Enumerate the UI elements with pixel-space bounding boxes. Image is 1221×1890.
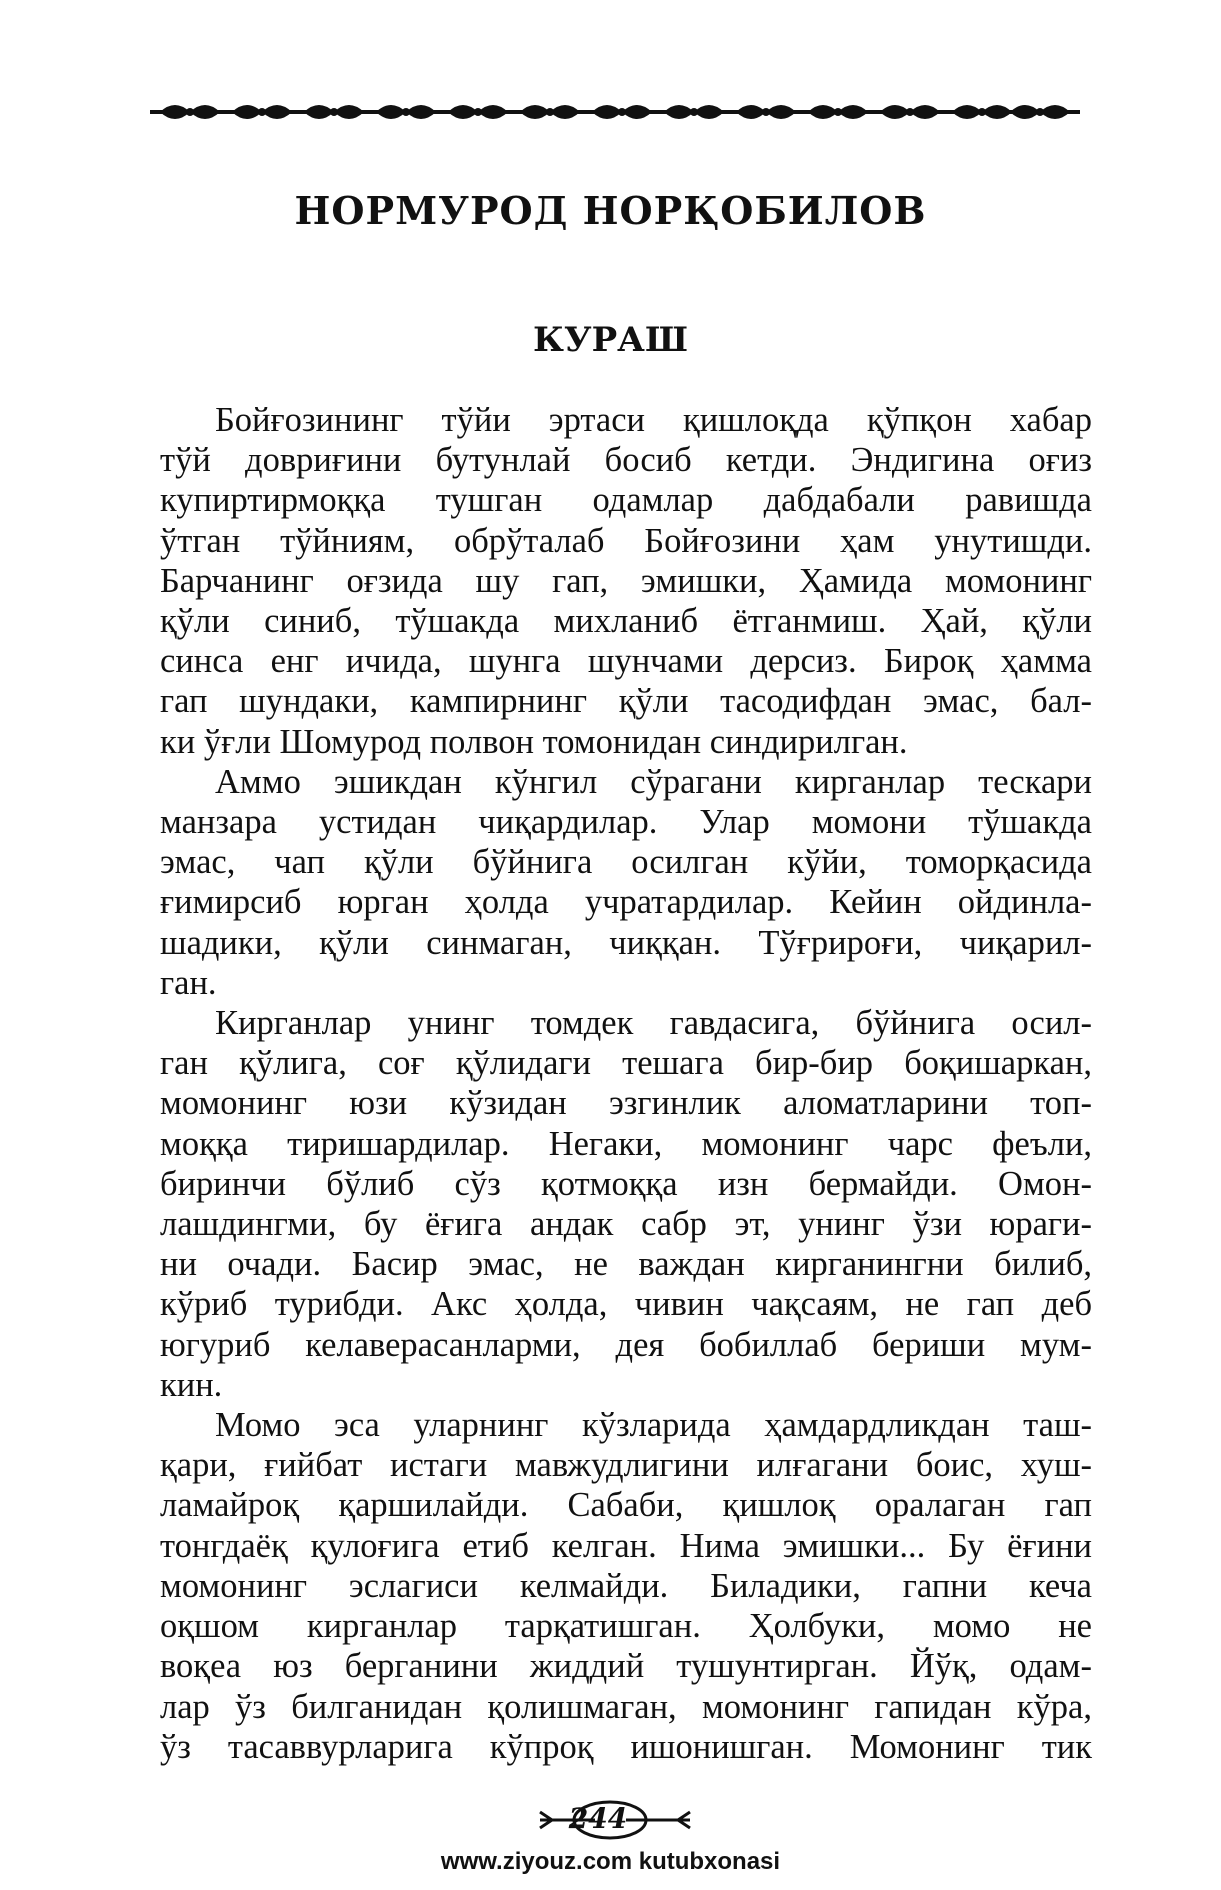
text-line: моққа тиришардилар. Негаки, момонинг чарс феъли, (160, 1124, 1092, 1163)
author-heading: НОРМУРОД НОРҚОБИЛОВ (294, 188, 927, 233)
text-line: югуриб келаверасанларми, дея бобиллаб бериши мум- (160, 1325, 1092, 1364)
text-line: лашдингми, бу ёғига андак сабр эт, унинг ўзи юраги- (160, 1205, 1092, 1244)
text-line: манзара устидан чиқардилар. Улар момони тўшакда (160, 803, 1092, 842)
text-line: қўли синиб, тўшакда михланиб ётганмиш. Ҳай, қўли (160, 602, 1092, 641)
text-line: кўриб турибди. Акс ҳолда, чивин чақсаям, не гап деб (160, 1285, 1092, 1324)
text-line: шадики, қўли синмаган, чиққан. Тўғрироғи, чиқарил- (160, 923, 1092, 962)
story-title: КУРАШ (533, 320, 688, 360)
story-body (160, 400, 1092, 1767)
text-line: ўтган тўйниям, обрўталаб Бойғозини ҳам унутишди. (160, 521, 1092, 560)
text-line: воқеа юз берганини жиддий тушунтирган. Йўқ, одам- (160, 1647, 1092, 1686)
text-line: тўй довриғини бутунлай босиб кетди. Эндигина оғиз (160, 441, 1092, 480)
text-line: синса енг ичида, шунга шунчами дерсиз. Бироқ ҳамма (160, 642, 1092, 681)
text-line: лар ўз билганидан қолишмаган, момонинг гапидан кўра, (160, 1687, 1092, 1726)
decorative-ornament-border (150, 92, 1080, 132)
text-line: гап шундаки, кампирнинг қўли тасодифдан эмас, бал- (160, 682, 1092, 721)
text-line: ламайроқ қаршилайди. Сабаби, қишлоқ оралаган гап (160, 1486, 1092, 1525)
text-line: Бойғозининг тўйи эртаси қишлоқда қўпқон хабар (215, 401, 1092, 439)
text-line: момонинг юзи кўзидан эзгинлик аломатларини топ- (160, 1084, 1092, 1123)
text-line: ўз тасаввурларига кўпроқ ишонишган. Момонинг тик (160, 1727, 1092, 1766)
text-line: момонинг эслагиси келмайди. Биладики, гапни кеча (160, 1566, 1092, 1605)
text-line: купиртирмоққа тушган одамлар дабдабали равишда (160, 481, 1092, 520)
text-line: тонгдаёқ қулоғига етиб келган. Нима эмишки... Бу ёғини (160, 1526, 1092, 1565)
text-line: биринчи бўлиб сўз қотмоққа изн бермайди. Омон- (160, 1164, 1092, 1203)
watermark-url: www.ziyouz.com kutubxonasi (440, 1848, 781, 1875)
text-line: ки ўғли Шомурод полвон томонидан синдирилган. (160, 722, 908, 761)
text-line: ғимирсиб юрган ҳолда учратардилар. Кейин ойдинла- (160, 883, 1092, 922)
text-line: ни очади. Басир эмас, не важдан кирганингни билиб, (160, 1245, 1092, 1284)
text-line: ган. (160, 963, 217, 1002)
text-line: ган қўлига, соғ қўлидаги тешага бир-бир боқишаркан, (160, 1044, 1092, 1083)
text-line: Момо эса уларнинг кўзларида ҳамдардликдан таш- (215, 1406, 1092, 1445)
text-line: оқшом кирганлар тарқатишган. Ҳолбуки, момо не (160, 1607, 1092, 1646)
text-line: Аммо эшикдан кўнгил сўрагани кирганлар тескари (215, 762, 1092, 801)
text-line: эмас, чап қўли бўйнига осилган кўйи, томорқасида (160, 843, 1092, 882)
text-line: қари, ғийбат истаги мавжудлигини илғагани боис, хуш- (160, 1446, 1092, 1485)
text-line: кин. (160, 1365, 223, 1404)
text-line: Кирганлар унинг томдек гавдасига, бўйнига осил- (215, 1004, 1092, 1043)
text-line: Барчанинг оғзида шу гап, эмишки, Ҳамида момонинг (160, 561, 1092, 600)
page-number: 244 (568, 1802, 628, 1835)
